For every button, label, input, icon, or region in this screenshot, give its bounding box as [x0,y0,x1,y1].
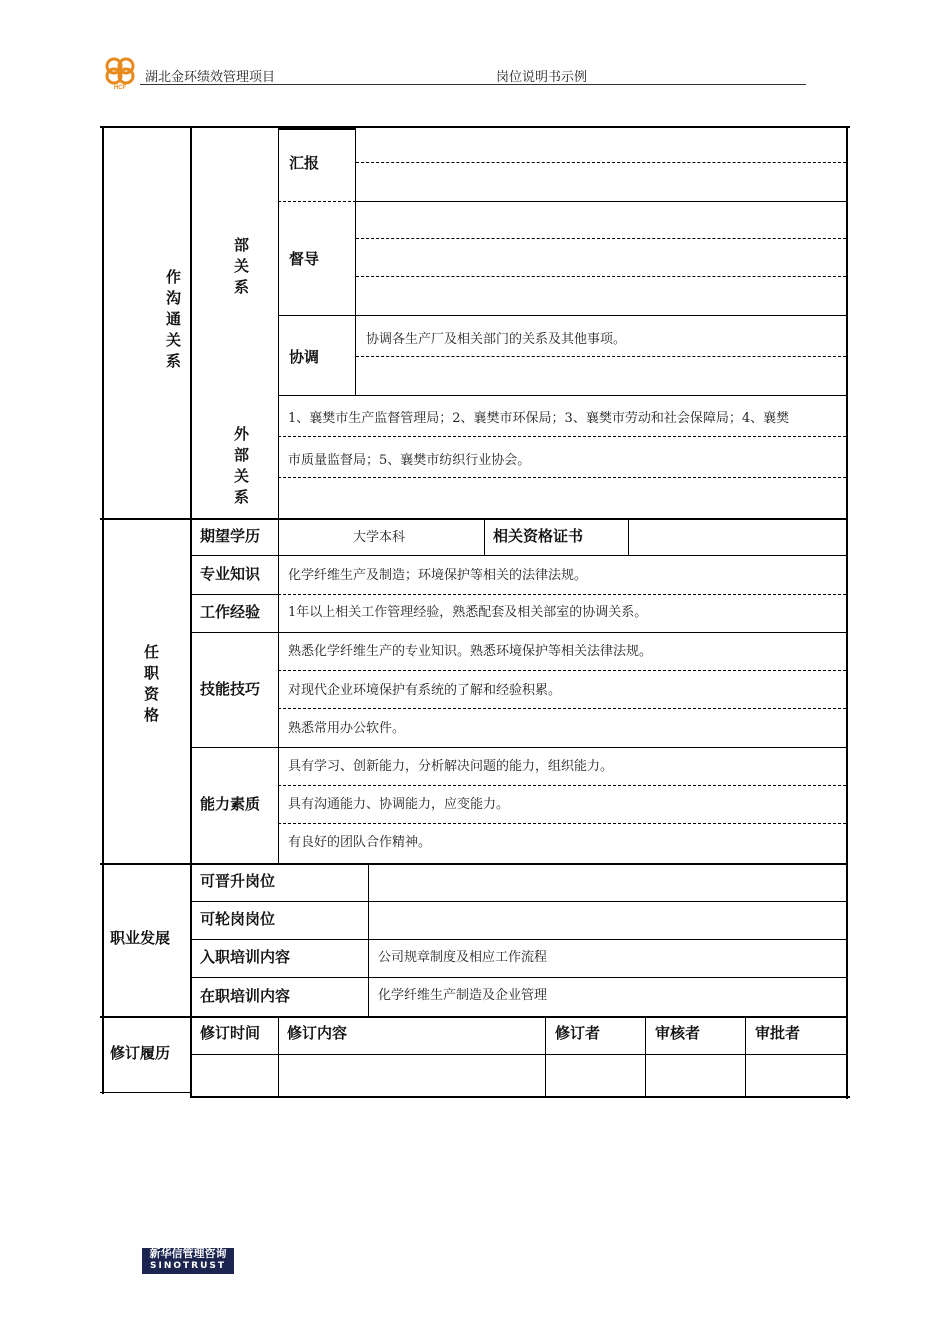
revision-section-label: 修订履历 [110,1044,171,1062]
promotion-label: 可晋升岗位 [200,872,276,890]
ability-item: 具有学习、创新能力，分析解决问题的能力，组织能力。 [288,759,614,774]
experience-value: 1年以上相关工作管理经验，熟悉配套及相关部室的协调关系。 [288,605,648,620]
project-title: 湖北金环绩效管理项目 [145,70,276,85]
experience-label: 工作经验 [200,603,261,621]
col-approver: 审批者 [755,1024,801,1042]
doc-title: 岗位说明书示例 [496,70,588,85]
col-revision-time: 修订时间 [200,1024,261,1042]
qualification-section-label: 任职资格 [142,644,160,728]
hcf-logo-icon [100,54,140,90]
knowledge-label: 专业知识 [200,565,261,583]
skill-item: 熟悉化学纤维生产的专业知识。熟悉环境保护等相关法律法规。 [288,644,653,659]
skill-item: 对现代企业环境保护有系统的了解和经验积累。 [288,683,562,698]
job-description-table [100,124,850,1099]
knowledge-value: 化学纤维生产及制造；环境保护等相关的法律法规。 [288,568,588,583]
coordinate-value: 协调各生产厂及相关部门的关系及其他事项。 [366,332,627,347]
certificate-label: 相关资格证书 [493,527,584,545]
onjob-training-label: 在职培训内容 [200,987,291,1005]
education-label: 期望学历 [200,527,261,545]
header-rule [140,84,806,85]
ability-item: 有良好的团队合作精神。 [288,835,432,850]
career-section-label: 职业发展 [110,929,171,947]
communication-section-label: 作沟通关系 [164,269,182,374]
footer-brand-en: SINOTRUST [149,1261,226,1271]
external-relation-line-1: 1、襄樊市生产监督管理局；2、襄樊市环保局；3、襄樊市劳动和社会保障局；4、襄樊 [288,411,790,426]
ability-item: 具有沟通能力、协调能力，应变能力。 [288,797,510,812]
skills-label: 技能技巧 [200,680,261,698]
col-revision-content: 修订内容 [287,1024,348,1042]
col-reviser: 修订者 [555,1024,601,1042]
rotation-label: 可轮岗岗位 [200,910,276,928]
logo-text: HCF [113,85,127,90]
coordinate-label: 协调 [289,348,320,366]
external-relation-label: 外部关系 [232,426,250,510]
education-value: 大学本科 [353,530,406,545]
ability-label: 能力素质 [200,795,261,813]
skill-item: 熟悉常用办公软件。 [288,721,406,736]
sinotrust-logo [142,1248,234,1274]
col-auditor: 审核者 [655,1024,701,1042]
onjob-training-value: 化学纤维生产制造及企业管理 [378,988,548,1003]
entry-training-value: 公司规章制度及相应工作流程 [378,950,548,965]
footer-brand-cn: 新华信管理咨询 [149,1247,227,1260]
entry-training-label: 入职培训内容 [200,948,291,966]
report-label: 汇报 [289,154,320,172]
internal-relation-label: 部关系 [232,237,250,300]
supervise-label: 督导 [289,250,320,268]
external-relation-line-2: 市质量监督局；5、襄樊市纺织行业协会。 [288,453,531,468]
